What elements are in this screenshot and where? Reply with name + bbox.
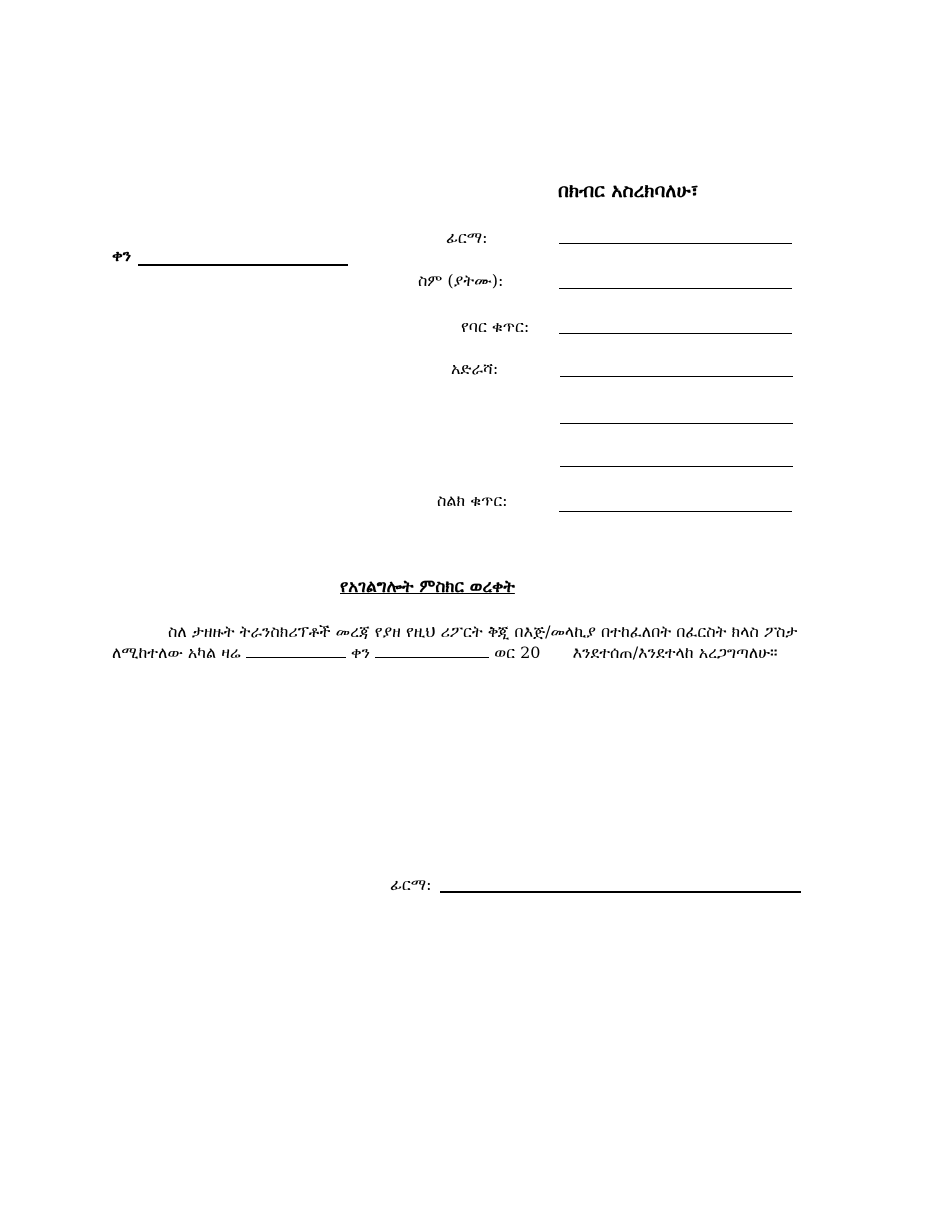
bar-number-label: የባር ቁጥር:: [461, 317, 530, 336]
bottom-signature-label: ፊርማ:: [390, 875, 432, 894]
bottom-signature-input-line[interactable]: [440, 891, 801, 893]
certificate-paragraph: [112, 621, 842, 663]
certificate-text-part2: እንደተሰጠ/እንደተላከ አረጋግጣለሁ።: [572, 643, 778, 662]
date-input-line[interactable]: [138, 264, 348, 266]
date-label: ቀን: [112, 246, 132, 265]
name-label: ስም (ያትሙ):: [418, 271, 504, 290]
certificate-day-blank[interactable]: [246, 643, 346, 658]
certificate-month-blank[interactable]: [375, 643, 489, 658]
address-input-line-2[interactable]: [560, 423, 793, 424]
certificate-text-day: ቀን: [350, 643, 371, 662]
closing-heading: በክብር አስረክባለሁ፣: [558, 180, 699, 202]
name-input-line[interactable]: [559, 288, 792, 289]
certificate-text-part1: ስለ ታዘዙት ትራንስክሪፕቶች መረጃ የያዘ የዚህ ሪፖርት ቅጂ በእጅ/መላኪያ በተከፈለበት በፈርስት ክላስ ፖስታ ለሚከተለው አካል ዛሬ: [112, 622, 798, 662]
address-input-line-3[interactable]: [560, 466, 793, 467]
signature-label: ፊርማ:: [446, 228, 488, 247]
certificate-text-month-year: ወር 20: [494, 643, 541, 662]
phone-number-input-line[interactable]: [559, 511, 792, 512]
signature-input-line[interactable]: [559, 243, 792, 244]
phone-number-label: ስልክ ቁጥር:: [437, 491, 508, 510]
bar-number-input-line[interactable]: [559, 333, 792, 334]
address-label: አድራሻ:: [451, 359, 499, 378]
address-input-line-1[interactable]: [560, 376, 793, 377]
certificate-title: የአገልግሎት ምስክር ወረቀት: [340, 577, 515, 597]
